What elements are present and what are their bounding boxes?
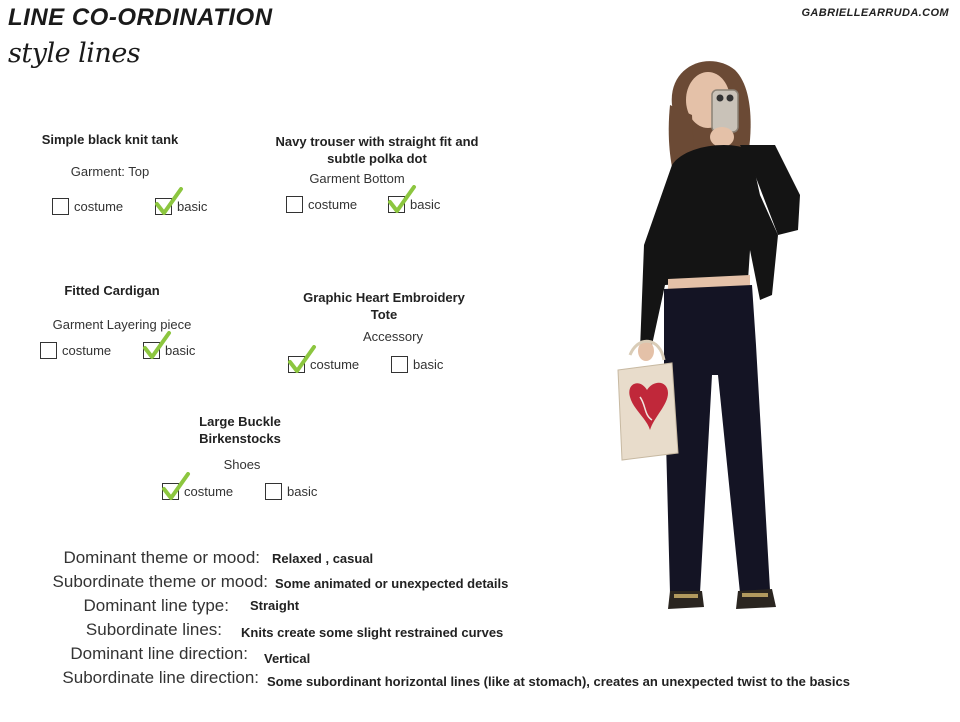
summary-label-dominant-line-type: Dominant line type: <box>83 596 229 615</box>
option-costume[interactable] <box>288 356 359 373</box>
summary-value-subordinate-mood: Some animated or unexpected details <box>275 576 509 591</box>
option-costume[interactable] <box>162 483 233 500</box>
summary-label-dominant-direction: Dominant line direction: <box>70 644 248 663</box>
item-name-line: subtle polka dot <box>327 151 427 166</box>
costume-checkbox[interactable] <box>288 356 305 373</box>
checkmark-icon <box>154 187 184 217</box>
option-basic[interactable] <box>143 342 195 359</box>
item-top <box>30 131 190 179</box>
page-subtitle: style lines <box>8 38 141 69</box>
option-basic[interactable] <box>391 356 443 373</box>
item-category: Garment: Top <box>70 164 150 179</box>
item-name: Simple black knit tank <box>41 132 179 147</box>
summary-value-subordinate-direction: Some subordinant horizontal lines (like at stomach), creates an unexpected twist to the basics <box>267 674 850 689</box>
costume-checkbox[interactable] <box>40 342 57 359</box>
item-category: Garment Bottom <box>309 171 405 186</box>
option-label: basic <box>165 343 196 358</box>
item-name-line: Tote <box>370 307 398 322</box>
costume-checkbox[interactable] <box>286 196 303 213</box>
costume-checkbox[interactable] <box>52 198 69 215</box>
option-basic[interactable] <box>265 483 317 500</box>
item-shoes <box>160 413 320 472</box>
site-watermark: GABRIELLEARRUDA.COM <box>801 7 949 19</box>
option-basic[interactable] <box>155 198 207 215</box>
summary-value-dominant-direction: Vertical <box>264 651 311 666</box>
option-costume[interactable] <box>40 342 111 359</box>
option-label: costume <box>310 357 360 372</box>
item-name-line: Graphic Heart Embroidery <box>303 290 465 305</box>
basic-checkbox[interactable] <box>155 198 172 215</box>
item-layering <box>32 282 192 332</box>
item-category: Shoes <box>223 457 261 472</box>
option-costume[interactable] <box>286 196 357 213</box>
option-label: basic <box>413 357 444 372</box>
summary-label-subordinate-mood: Subordinate theme or mood: <box>52 572 268 591</box>
option-label: basic <box>177 199 208 214</box>
checkmark-icon <box>287 345 317 375</box>
summary-value-dominant-mood: Relaxed , casual <box>272 551 374 566</box>
item-name: Fitted Cardigan <box>64 283 160 298</box>
item-accessory <box>289 289 479 344</box>
item-bottom <box>262 133 492 186</box>
option-label: costume <box>184 484 234 499</box>
option-label: costume <box>74 199 124 214</box>
item-category: Accessory <box>363 329 423 344</box>
option-basic[interactable] <box>388 196 440 213</box>
summary-label-subordinate-lines: Subordinate lines: <box>85 620 222 639</box>
costume-checkbox[interactable] <box>162 483 179 500</box>
option-costume[interactable] <box>52 198 123 215</box>
basic-checkbox[interactable] <box>388 196 405 213</box>
item-name-line: Navy trouser with straight fit and <box>275 134 479 149</box>
page-title: LINE CO-ORDINATION <box>8 4 273 31</box>
item-category: Garment Layering piece <box>52 317 192 332</box>
checkmark-icon <box>387 185 417 215</box>
basic-checkbox[interactable] <box>391 356 408 373</box>
option-label: basic <box>410 197 441 212</box>
item-name-line: Birkenstocks <box>199 431 281 446</box>
summary-value-subordinate-lines: Knits create some slight restrained curves <box>241 625 504 640</box>
option-label: costume <box>62 343 112 358</box>
option-label: basic <box>287 484 318 499</box>
checkmark-icon <box>142 331 172 361</box>
basic-checkbox[interactable] <box>265 483 282 500</box>
outfit-photo <box>600 45 820 635</box>
option-label: costume <box>308 197 358 212</box>
item-name-line: Large Buckle <box>199 414 281 429</box>
summary-label-subordinate-direction: Subordinate line direction: <box>62 668 259 687</box>
summary-label-dominant-mood: Dominant theme or mood: <box>63 548 260 567</box>
summary-value-dominant-line-type: Straight <box>250 598 300 613</box>
checkmark-icon <box>161 472 191 502</box>
basic-checkbox[interactable] <box>143 342 160 359</box>
